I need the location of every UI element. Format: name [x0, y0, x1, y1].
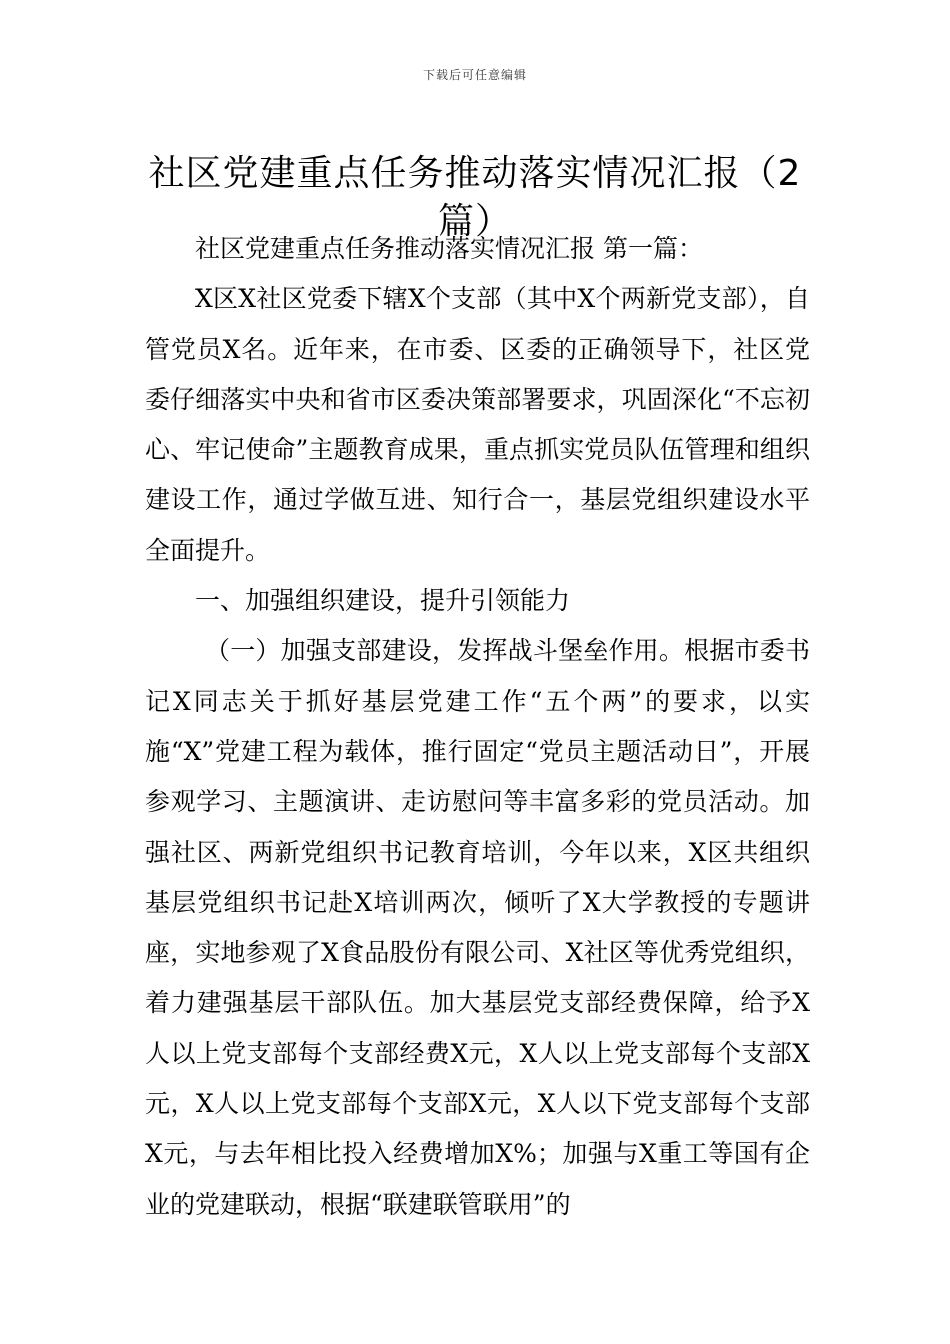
- document-title: 社区党建重点任务推动落实情况汇报（2篇）: [148, 153, 802, 243]
- section-heading-1: 一、加强组织建设，提升引领能力: [195, 586, 571, 616]
- document-body: [145, 224, 810, 1230]
- header-note: 下载后可任意编辑: [422, 68, 527, 82]
- paragraph-subtitle: 社区党建重点任务推动落实情况汇报 第一篇：: [195, 234, 703, 263]
- paragraph-subsection-1: （一）加强支部建设，发挥战斗堡垒作用。根据市委书记X同志关于抓好基层党建工作“五个两”的要求，以实施“X”党建工程为载体，推行固定“党员主题活动日”，开展参观学习、主题演讲、走访慰问等丰富多彩的党员活动。加强社区、两新党组织书记教育培训，今年以来，X区共组织基层党组织书记赴X培训两次，倾听了X大学教授的专题讲座，实地参观了X食品股份有限公司、X社区等优秀党组织，着力建强基层干部队伍。加大基层党支部经费保障，给予X人以上党支部每个支部经费X元，X人以上党支部每个支部X元，X人以上党支部每个支部X元，X人以下党支部每个支部X元，与去年相比投入经费增加X%；加强与X重工等国有企业的党建联动，根据“联建联管联用”的: [145, 636, 810, 1219]
- paragraph-intro: X区X社区党委下辖X个支部（其中X个两新党支部），自管党员X名。近年来，在市委、区委的正确领导下，社区党委仔细落实中央和省市区委决策部署要求，巩固深化“不忘初心、牢记使命”主题教育成果，重点抓实党员队伍管理和组织建设工作，通过学做互进、知行合一，基层党组织建设水平全面提升。: [145, 284, 810, 565]
